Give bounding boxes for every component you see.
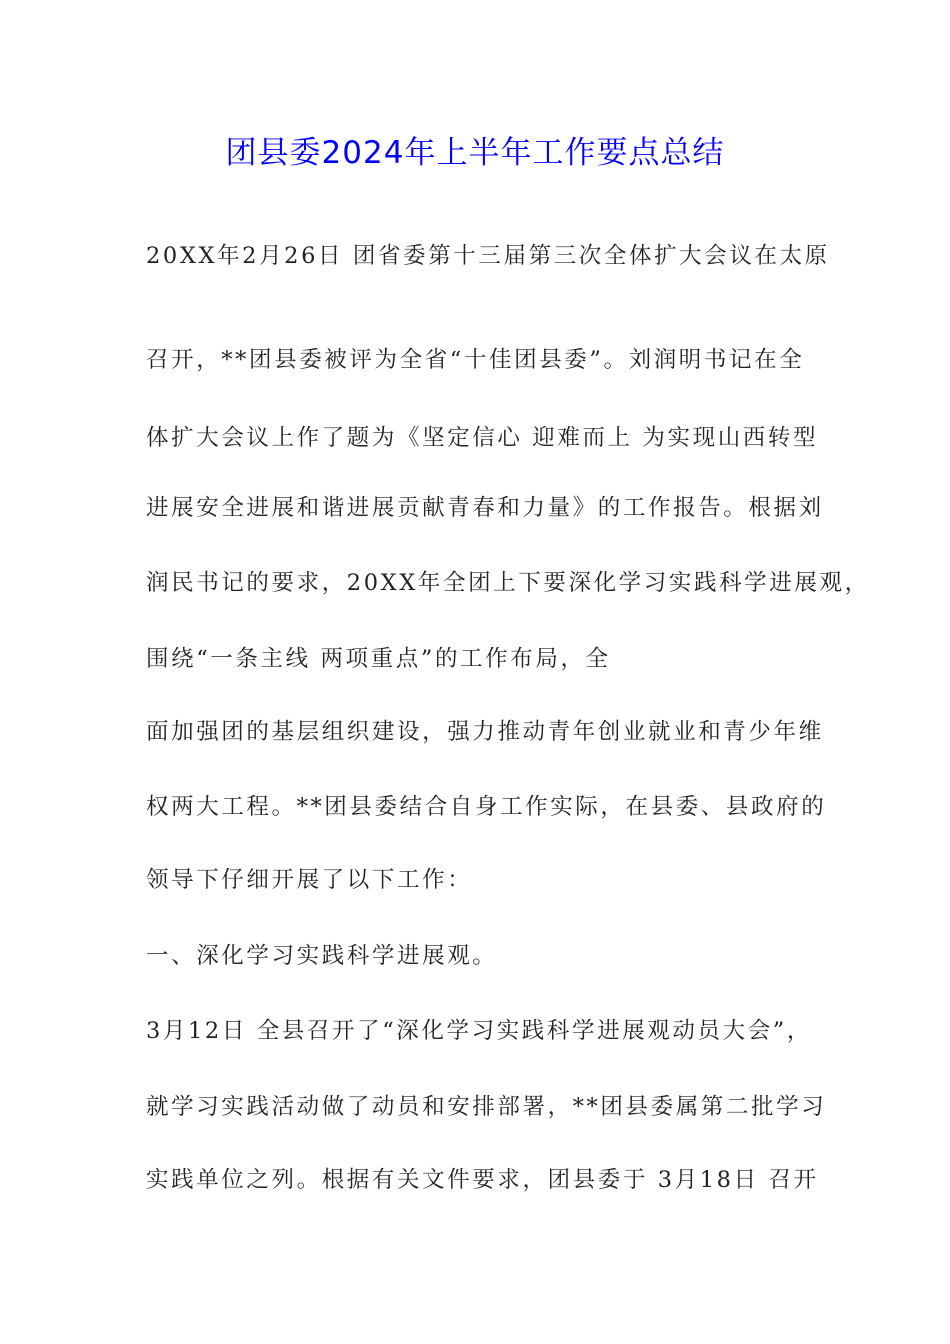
- body-line: 3月12日 全县召开了“深化学习实践科学进展观动员大会”，: [146, 1018, 813, 1044]
- section-heading: 一、深化学习实践科学进展观。: [146, 943, 498, 969]
- body-line: 润民书记的要求，20XX年全团上下要深化学习实践科学进展观，: [146, 570, 870, 596]
- body-line: 围绕“一条主线 两项重点”的工作布局，全: [146, 646, 611, 672]
- body-line: 20XX年2月26日 团省委第十三届第三次全体扩大会议在太原: [146, 243, 830, 269]
- body-line: 就学习实践活动做了动员和安排部署，**团县委属第二批学习: [146, 1094, 827, 1120]
- body-line: 权两大工程。**团县委结合自身工作实际，在县委、县政府的: [146, 794, 827, 820]
- body-line: 召开，**团县委被评为全省“十佳团县委”。刘润明书记在全: [146, 347, 805, 373]
- body-line: 领导下仔细开展了以下工作：: [146, 867, 473, 893]
- document-title: 团县委2024年上半年工作要点总结: [225, 135, 725, 171]
- body-line: 体扩大会议上作了题为《坚定信心 迎难而上 为实现山西转型: [146, 425, 819, 451]
- body-line: 面加强团的基层组织建设，强力推动青年创业就业和青少年维: [146, 719, 824, 745]
- body-line: 实践单位之列。根据有关文件要求，团县委于 3月18日 召开: [146, 1167, 819, 1193]
- body-line: 进展安全进展和谐进展贡献青春和力量》的工作报告。根据刘: [146, 495, 824, 521]
